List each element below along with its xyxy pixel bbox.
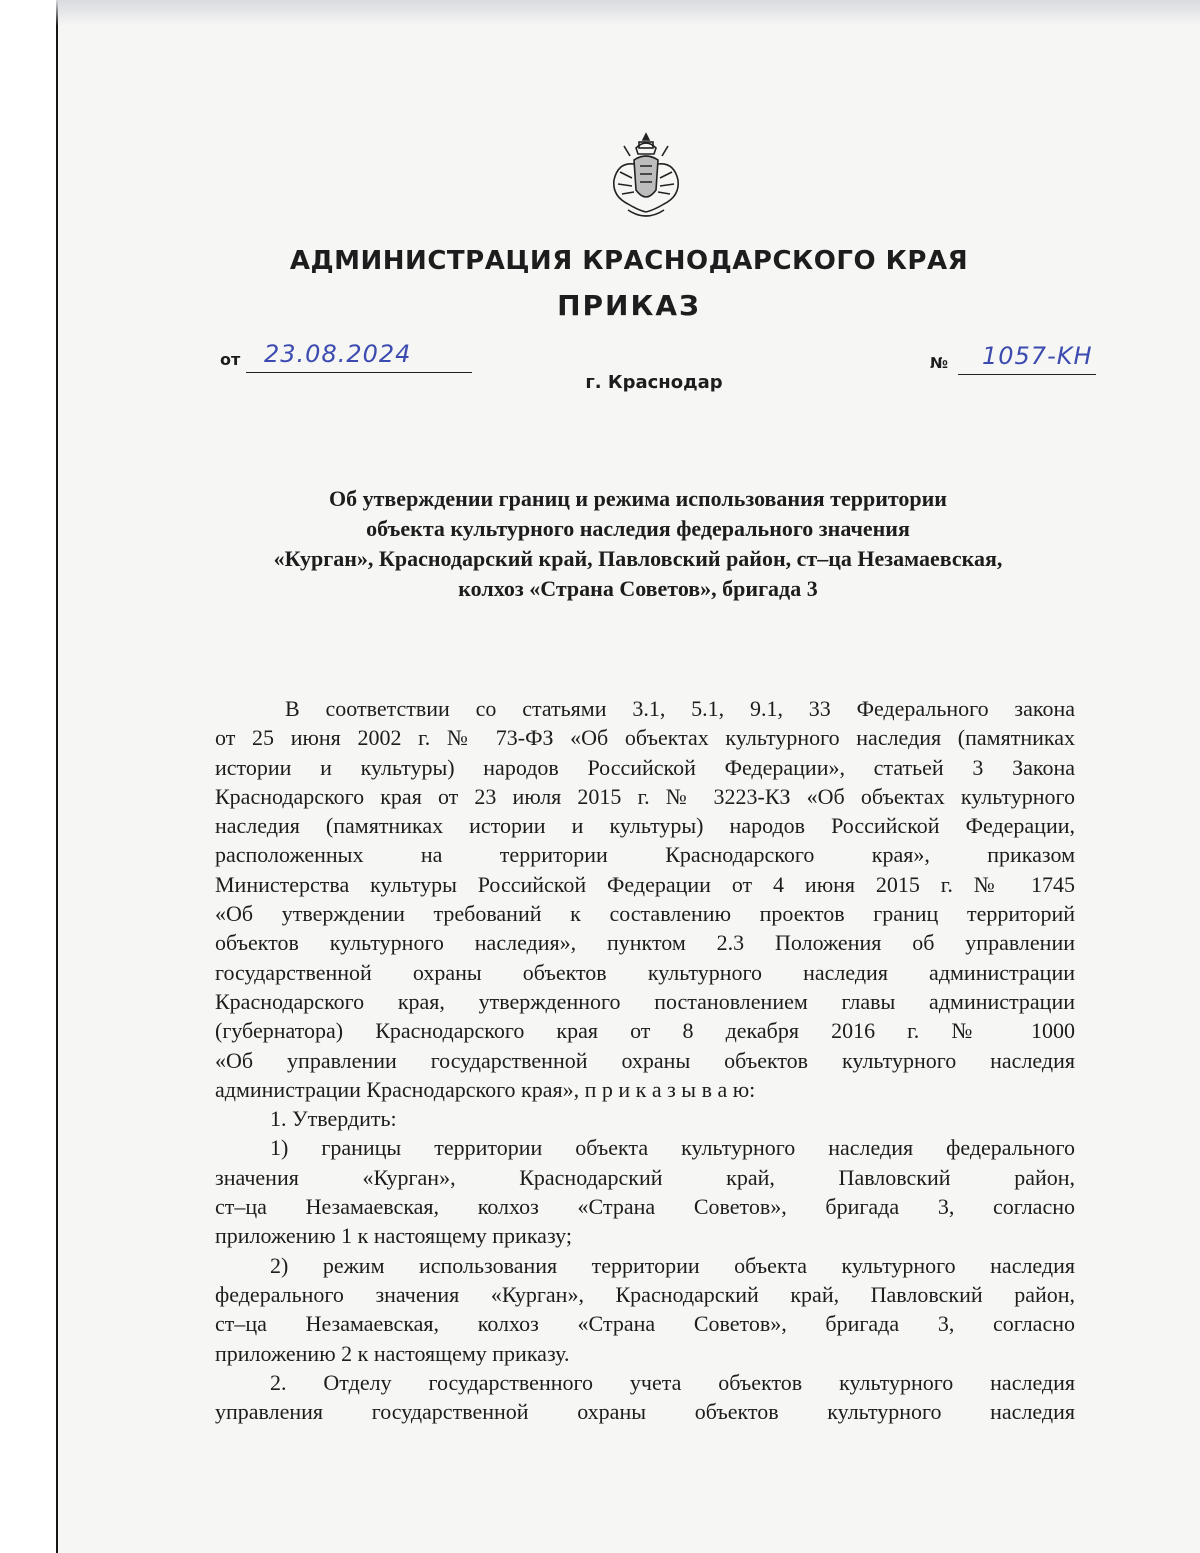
document-type: ПРИКАЗ — [557, 289, 701, 322]
number-underline — [958, 374, 1096, 375]
number-field — [930, 342, 1100, 378]
body-line: наследия (памятниках истории и культуры) народов Российской Федерации, — [215, 813, 1075, 839]
scan-left-margin — [0, 0, 58, 1553]
body-line: приложению 1 к настоящему приказу; — [215, 1223, 572, 1249]
body-line: приложению 2 к настоящему приказу. — [215, 1340, 570, 1366]
body-line: объектов культурного наследия», пунктом 2.3 Положения об управлении — [215, 930, 1075, 956]
number-sign: № — [930, 354, 949, 372]
title-line: колхоз «Страна Советов», бригада 3 — [458, 576, 818, 601]
body-line: расположенных на территории Краснодарского края», приказом — [215, 842, 1075, 868]
body-line: значения «Курган», Краснодарский край, Павловский район, — [215, 1164, 1075, 1190]
body-line: Министерства культуры Российской Федерации от 4 июня 2015 г. № 1745 — [215, 871, 1075, 897]
body-line: истории и культуры) народов Российской Федерации», статьей 3 Закона — [215, 754, 1075, 780]
body-line: В соответствии со статьями 3.1, 5.1, 9.1, 33 Федерального закона — [285, 696, 1075, 721]
body-line: федерального значения «Курган», Краснодарский край, Павловский район, — [215, 1281, 1075, 1307]
title-line: Об утверждении границ и режима использования территории — [329, 486, 947, 511]
body-line: 2) режим использования территории объекта культурного наследия — [270, 1252, 1075, 1278]
document-body — [215, 694, 1075, 1426]
document-page — [58, 0, 1200, 1553]
body-line: ст–ца Незамаевская, колхоз «Страна Советов», бригада 3, согласно — [215, 1194, 1075, 1220]
handwritten-date: 23.08.2024 — [264, 340, 412, 368]
body-line: 1) границы территории объекта культурного наследия федерального — [270, 1135, 1075, 1161]
body-line: администрации Краснодарского края», п р и к а з ы в а ю: — [215, 1076, 756, 1102]
body-line: «Об утверждении требований к составлению проектов границ территорий — [215, 901, 1075, 927]
body-line: «Об управлении государственной охраны объектов культурного наследия — [215, 1047, 1075, 1073]
body-line: государственной охраны объектов культурного наследия администрации — [215, 959, 1075, 985]
date-prefix: от — [220, 350, 241, 369]
body-line: Краснодарского края, утвержденного постановлением главы администрации — [215, 988, 1075, 1014]
title-line: «Курган», Краснодарский край, Павловский район, ст–ца Незамаевская, — [273, 546, 1003, 571]
handwritten-number: 1057-KH — [982, 342, 1093, 370]
body-line: управления государственной охраны объектов культурного наследия — [215, 1399, 1075, 1425]
body-line: (губернатора) Краснодарского края от 8 декабря 2016 г. № 1000 — [215, 1018, 1075, 1044]
document-title — [208, 484, 1068, 604]
organization-name: АДМИНИСТРАЦИЯ КРАСНОДАРСКОГО КРАЯ — [289, 246, 969, 276]
body-line: 1. Утвердить: — [270, 1106, 397, 1132]
date-field — [220, 342, 480, 374]
body-line: Краснодарского края от 23 июля 2015 г. № 3223-КЗ «Об объектах культурного — [215, 783, 1075, 809]
title-line: объекта культурного наследия федерального значения — [366, 516, 910, 541]
body-line: от 25 июня 2002 г. № 73-ФЗ «Об объектах культурного наследия (памятниках — [215, 725, 1075, 751]
body-line: 2. Отделу государственного учета объектов культурного наследия — [270, 1369, 1075, 1395]
body-line: ст–ца Незамаевская, колхоз «Страна Советов», бригада 3, согласно — [215, 1311, 1075, 1337]
city-label: г. Краснодар — [585, 372, 723, 393]
krasnodar-coat-of-arms-icon — [608, 132, 684, 222]
